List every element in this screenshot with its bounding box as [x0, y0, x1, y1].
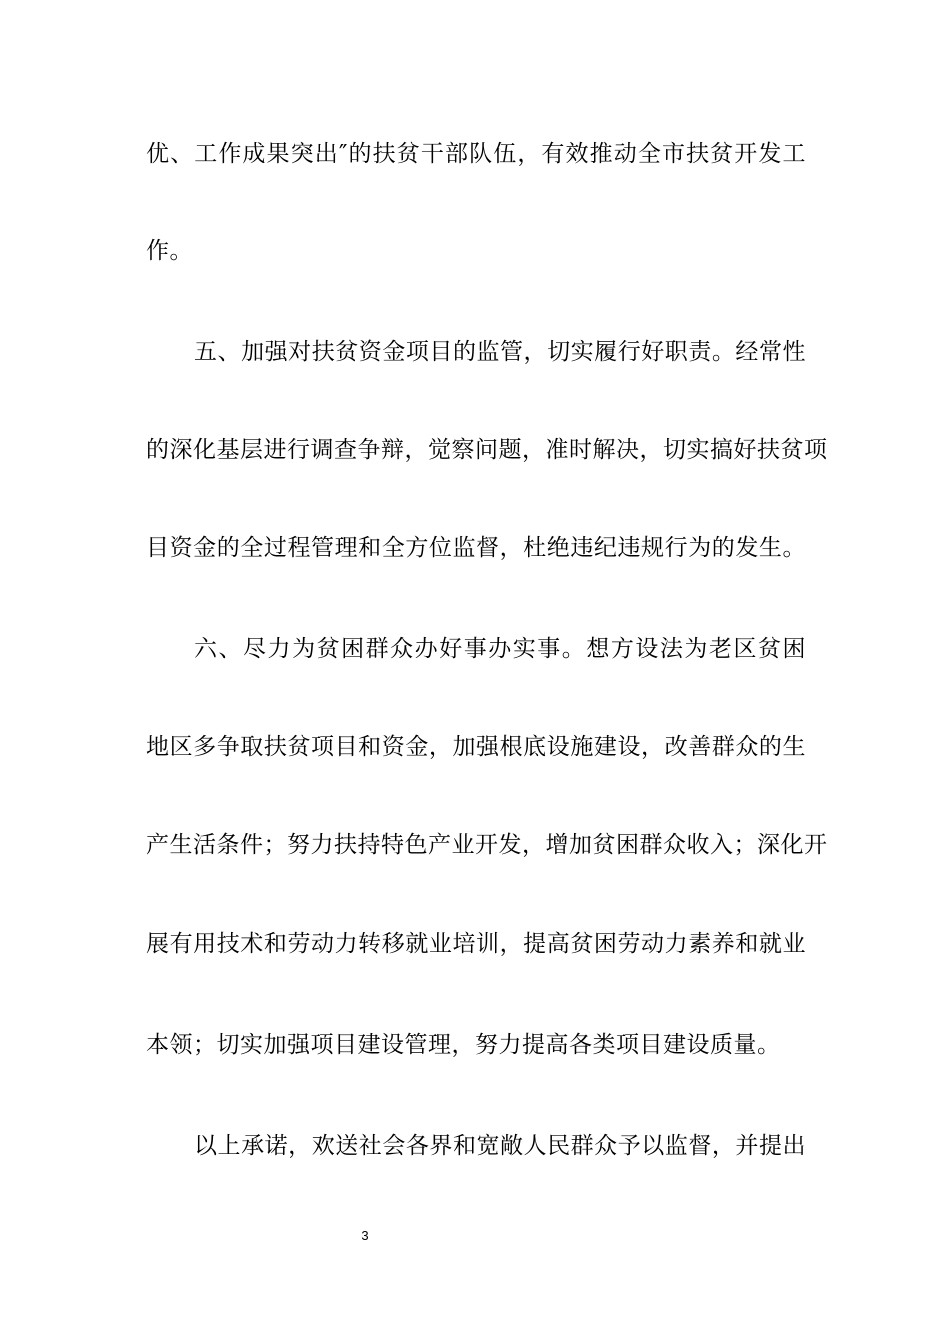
text-line-5: 目资金的全过程管理和全方位监督，杜绝违纪违规行为的发生。 — [146, 535, 806, 561]
text-line-2: 作。 — [146, 238, 193, 264]
section-five-heading-line: 五、加强对扶贫资金项目的监管，切实履行好职责。经常性 — [194, 339, 806, 365]
text-line-4: 的深化基层进行调查争辩，觉察问题，准时解决，切实搞好扶贫项 — [146, 437, 828, 463]
closing-paragraph-line: 以上承诺，欢送社会各界和宽敞人民群众予以监督，并提出 — [194, 1133, 806, 1159]
text-line-10: 本领；切实加强项目建设管理，努力提高各类项目建设质量。 — [146, 1032, 781, 1058]
page-number: 3 — [361, 1228, 369, 1243]
text-line-1: 优、工作成果突出″的扶贫干部队伍，有效推动全市扶贫开发工 — [146, 141, 806, 167]
section-six-heading-line: 六、尽力为贫困群众办好事办实事。想方设法为老区贫困 — [194, 636, 806, 662]
text-line-9: 展有用技术和劳动力转移就业培训，提高贫困劳动力素养和就业 — [146, 931, 806, 957]
text-line-7: 地区多争取扶贫项目和资金，加强根底设施建设，改善群众的生 — [146, 734, 806, 760]
text-line-8: 产生活条件；努力扶持特色产业开发，增加贫困群众收入；深化开 — [146, 832, 828, 858]
